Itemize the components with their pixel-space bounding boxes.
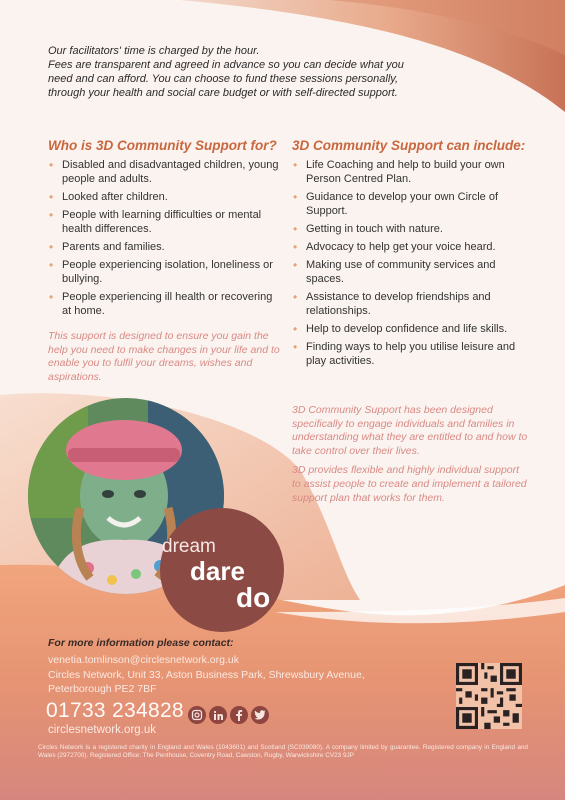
list-item: • Finding ways to help you utilise leisure and play activities. bbox=[292, 340, 528, 368]
intro-line-1: Our facilitators' time is charged by the hour. bbox=[48, 45, 260, 57]
list-item: • People experiencing isolation, loneliness or bullying. bbox=[48, 258, 280, 286]
includes-notes bbox=[292, 404, 528, 511]
intro-text bbox=[48, 44, 428, 100]
intro-line-2: Fees are transparent and agreed in advance so you can decide what you need and can afford. You can choose to fund these sessions personally, through your health and social care budget or with self-directed support. bbox=[48, 59, 404, 99]
who-list bbox=[48, 158, 280, 322]
list-item: • Disabled and disadvantaged children, young people and adults. bbox=[48, 158, 280, 186]
includes-note-1: 3D Community Support has been designed specifically to engage individuals and families in understanding what they are entitled to and how to take control over their lives. bbox=[292, 404, 528, 457]
twitter-icon[interactable] bbox=[251, 706, 269, 724]
list-item: • Getting in touch with nature. bbox=[292, 222, 528, 236]
who-note bbox=[48, 330, 280, 390]
social-icons bbox=[188, 706, 269, 724]
list-item: • Advocacy to help get your voice heard. bbox=[292, 240, 528, 254]
contact-address-line-1: Circles Network, Unit 33, Aston Business Park, Shrewsbury Avenue, bbox=[48, 669, 365, 681]
motto-do: do bbox=[236, 582, 271, 613]
contact-title: For more information please contact: bbox=[48, 637, 234, 649]
includes-list bbox=[292, 158, 528, 372]
list-item: • Assistance to develop friendships and relationships. bbox=[292, 290, 528, 318]
contact-website[interactable]: circlesnetwork.org.uk bbox=[48, 724, 157, 736]
motto-dare: dare bbox=[190, 556, 245, 586]
list-item: • Help to develop confidence and life skills. bbox=[292, 322, 528, 336]
qr-code-icon[interactable] bbox=[456, 663, 522, 729]
list-item: • Life Coaching and help to build your own Person Centred Plan. bbox=[292, 158, 528, 186]
who-title: Who is 3D Community Support for? bbox=[48, 138, 277, 153]
list-item: • Making use of community services and spaces. bbox=[292, 258, 528, 286]
includes-note-2: 3D provides flexible and highly individual support to assist people to create and implement a tailored support plan that works for them. bbox=[292, 464, 527, 504]
contact-email[interactable]: venetia.tomlinson@circlesnetwork.org.uk bbox=[48, 654, 239, 666]
contact-address-line-2: Peterborough PE2 7BF bbox=[48, 683, 157, 695]
list-item: • People experiencing ill health or recovering at home. bbox=[48, 290, 280, 318]
list-item: • Parents and families. bbox=[48, 240, 280, 254]
facebook-icon[interactable] bbox=[230, 706, 248, 724]
includes-title: 3D Community Support can include: bbox=[292, 138, 526, 153]
linkedin-icon[interactable] bbox=[209, 706, 227, 724]
motto-dream: dream bbox=[162, 536, 216, 557]
who-note-text: This support is designed to ensure you gain the help you need to make changes in your life and to enable you to fulfil your dreams, wishes and aspirations. bbox=[48, 330, 280, 383]
contact-phone[interactable]: 01733 234828 bbox=[46, 699, 184, 722]
legal-footer: Circles Network is a registered charity in England and Wales (1043601) and Scotland (SC039080). A company limited by guarantee. Registered company in England and Wales (2972700). Registered Office: The Penthouse, Coventry Road, Cawston, Rugby, Warwickshire CV23 9JP bbox=[38, 744, 528, 760]
list-item: • Guidance to develop your own Circle of Support. bbox=[292, 190, 528, 218]
instagram-icon[interactable] bbox=[188, 706, 206, 724]
list-item: • Looked after children. bbox=[48, 190, 280, 204]
list-item: • People with learning difficulties or mental health differences. bbox=[48, 208, 280, 236]
